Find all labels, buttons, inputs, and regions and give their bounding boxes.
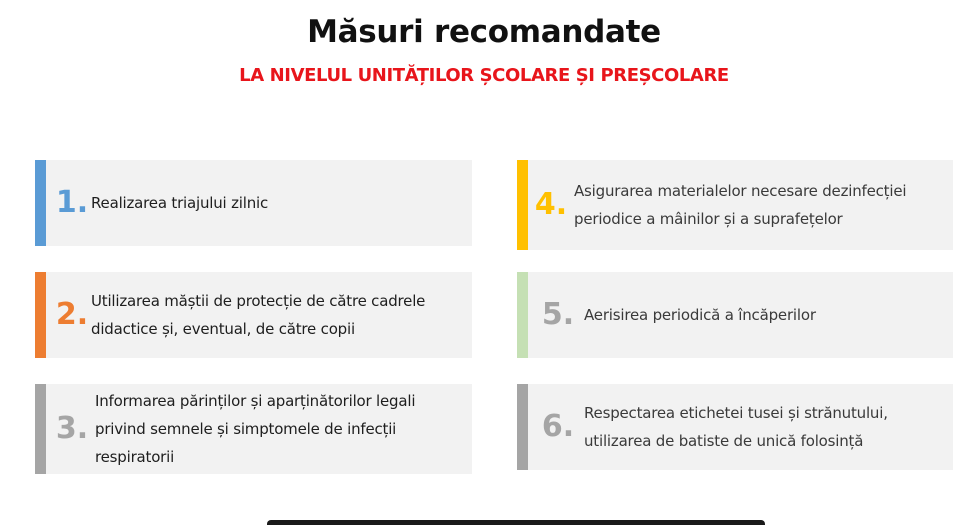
- accent-bar: [517, 272, 528, 358]
- accent-bar: [517, 160, 528, 250]
- measure-text: Informarea părinților și aparținătorilor legali privind semnele și simptomele de infecții respiratorii: [95, 392, 416, 466]
- measure-number: 6.: [541, 409, 575, 444]
- measure-card-5: [517, 272, 953, 358]
- measure-card-2: [35, 272, 472, 358]
- measure-number: 2.: [55, 297, 89, 332]
- measure-text: Realizarea triajului zilnic: [91, 194, 269, 212]
- measure-number: 4.: [534, 187, 568, 222]
- measure-text: Utilizarea măștii de protecție de către cadrele didactice și, eventual, de către copii: [91, 292, 426, 338]
- measure-text: Aerisirea periodică a încăperilor: [584, 306, 816, 324]
- accent-bar: [35, 272, 46, 358]
- page-subtitle: LA NIVELUL UNITĂȚILOR ȘCOLARE ȘI PREȘCOLARE: [239, 65, 729, 86]
- accent-bar: [517, 384, 528, 470]
- accent-bar: [35, 160, 46, 246]
- measure-card-6: [517, 384, 953, 470]
- measure-number: 5.: [541, 297, 575, 332]
- measure-card-1: [35, 160, 472, 246]
- measure-card-4: [517, 160, 953, 250]
- measure-text: Asigurarea materialelor necesare dezinfecției periodice a mâinilor și a suprafețelor: [574, 182, 907, 228]
- measure-number: 3.: [55, 411, 89, 446]
- measure-text: Respectarea etichetei tusei și strănutului, utilizarea de batiste de unică folosință: [584, 404, 888, 450]
- accent-bar: [35, 384, 46, 474]
- measure-card-3: [35, 384, 472, 474]
- page-title: Măsuri recomandate: [307, 14, 661, 50]
- bottom-edge-bar: [267, 520, 765, 525]
- measure-number: 1.: [55, 185, 89, 220]
